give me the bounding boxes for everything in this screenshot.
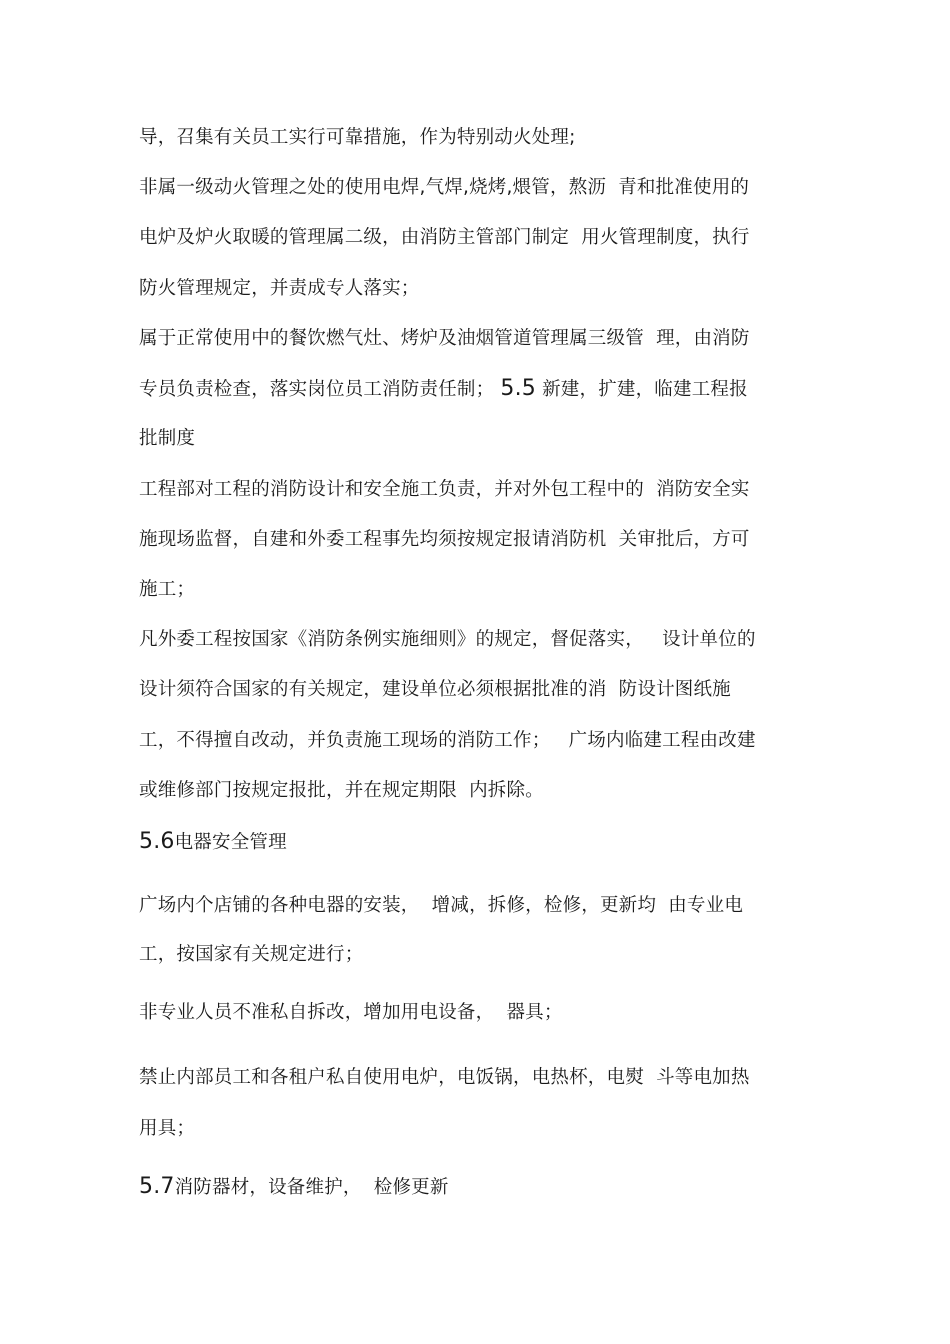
section-number: 5.7 — [139, 1174, 175, 1199]
paragraph-line: 凡外委工程按国家《消防条例实施细则》的规定，督促落实， 设计单位的 — [139, 629, 756, 650]
paragraph-line: 广场内个店铺的各种电器的安装， 增减，拆修，检修，更新均 由专业电 — [139, 895, 744, 916]
paragraph-line: 工程部对工程的消防设计和安全施工负责，并对外包工程中的 消防安全实 — [139, 479, 750, 500]
paragraph-line — [139, 376, 819, 403]
paragraph-line: 施现场监督，自建和外委工程事先均须按规定报请消防机 关审批后，方可 — [139, 529, 750, 550]
section-title: 电器安全管理 — [174, 832, 287, 853]
section-number: 5.5 — [500, 376, 536, 401]
paragraph-line: 工，不得擅自改动，并负责施工现场的消防工作； 广场内临建工程由改建 — [139, 730, 756, 751]
paragraph-line: 非专业人员不准私自拆改，增加用电设备， 器具； — [139, 1002, 563, 1023]
section-title: 消防器材，设备维护， 检修更新 — [174, 1177, 449, 1198]
paragraph-line: 批制度 — [139, 428, 196, 449]
paragraph-line: 施工； — [139, 579, 196, 600]
paragraph-line: 防火管理规定，并责成专人落实； — [139, 278, 420, 299]
paragraph-line: 工，按国家有关规定进行； — [139, 944, 364, 965]
section-title: 新建，扩建，临建工程报 — [542, 379, 748, 400]
paragraph-line: 或维修部门按规定报批，并在规定期限 内拆除。 — [139, 780, 544, 801]
section-heading — [139, 829, 819, 856]
paragraph-line: 设计须符合国家的有关规定，建设单位必须根据批准的消 防设计图纸施 — [139, 679, 731, 700]
paragraph-line: 电炉及炉火取暖的管理属二级，由消防主管部门制定 用火管理制度，执行 — [139, 227, 750, 248]
paragraph-line: 用具； — [139, 1118, 196, 1139]
section-number: 5.6 — [139, 829, 175, 854]
paragraph-line: 导，召集有关员工实行可靠措施，作为特别动火处理; — [139, 127, 576, 148]
paragraph-line: 属于正常使用中的餐饮燃气灶、烤炉及油烟管道管理属三级管 理，由消防 — [139, 328, 750, 349]
paragraph-line: 禁止内部员工和各租户私自使用电炉，电饭锅，电热杯，电熨 斗等电加热 — [139, 1067, 750, 1088]
paragraph-text: 专员负责检查，落实岗位员工消防责任制； — [139, 379, 495, 400]
paragraph-line: 非属一级动火管理之处的使用电焊,气焊,烧烤,煨管，熬沥 青和批准使用的 — [139, 177, 750, 198]
section-heading — [139, 1174, 819, 1201]
